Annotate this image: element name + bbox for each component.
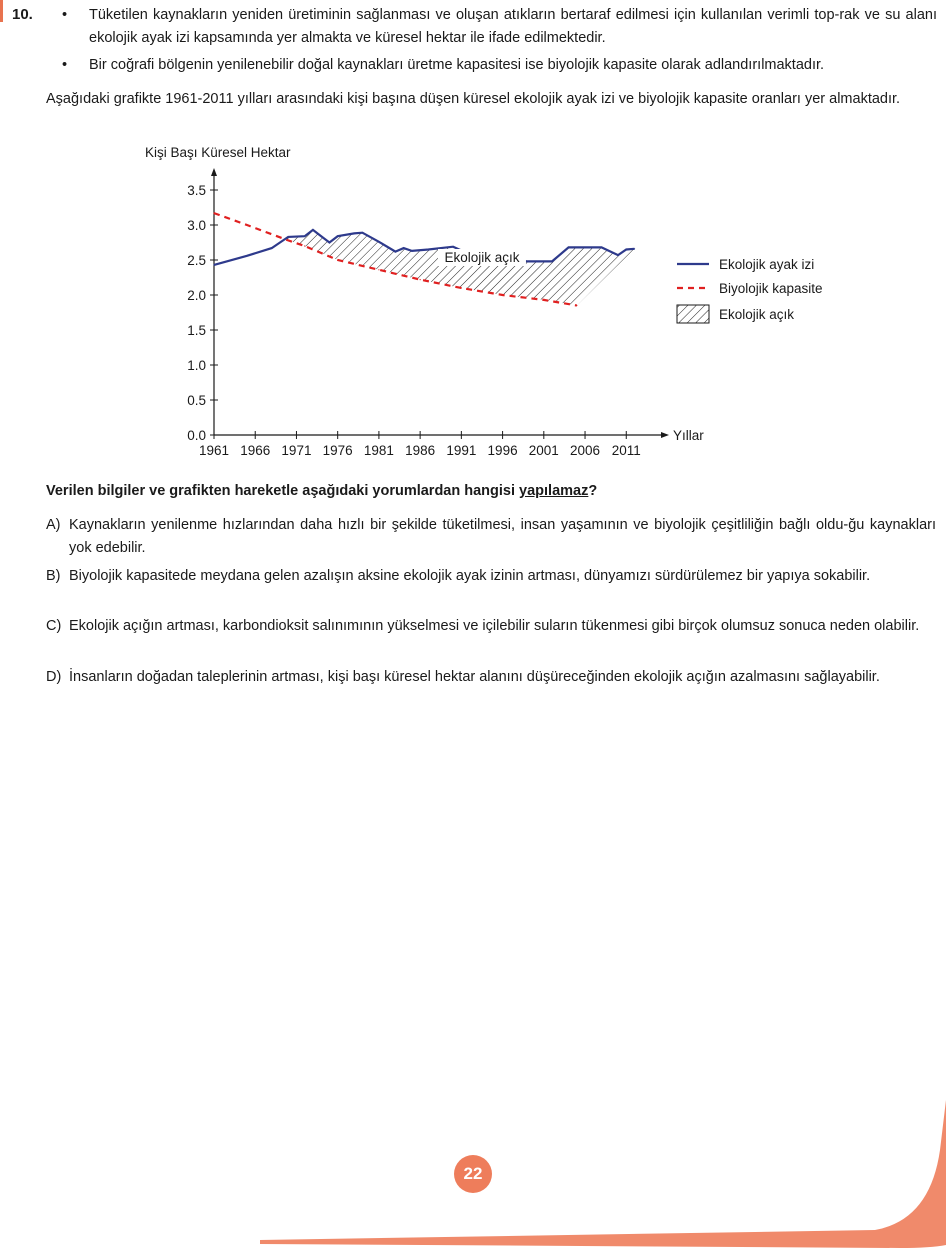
info-bullet [62, 54, 937, 77]
x-tick-label: 2006 [570, 443, 601, 458]
footprint-point [551, 261, 552, 262]
biocapacity-point [576, 305, 577, 306]
footprint-point [634, 248, 635, 249]
footprint-point [411, 250, 412, 251]
option-label: B) [46, 568, 61, 584]
biocapacity-point [213, 213, 214, 214]
biocapacity-point [543, 299, 544, 300]
footprint-point [304, 236, 305, 237]
footprint-point [246, 255, 247, 256]
option-label: C) [46, 618, 62, 634]
footprint-point [568, 247, 569, 248]
bullet-icon: • [62, 57, 68, 73]
y-axis-label: Kişi Başı Küresel Hektar [145, 145, 291, 160]
prompt-text: Verilen bilgiler ve grafikten hareketle aşağıdaki yorumlardan hangisi [46, 483, 520, 499]
biocapacity-point [337, 259, 338, 260]
footprint-point [362, 232, 363, 233]
biocapacity-point [246, 224, 247, 225]
footprint-point [527, 261, 528, 262]
prompt-keyword: yapılamaz [519, 483, 589, 499]
footprint-point [428, 249, 429, 250]
chart-intro: Aşağıdaki grafikte 1961-2011 yılları arasındaki kişi başına düşen küresel ekolojik ayak izi ve biyolojik kapasite oranları yer almaktadır. [46, 91, 901, 107]
bullet-text: Bir coğrafi bölgenin yenilenebilir doğal kaynakları üretme kapasitesi ise biyolojik kapasite olarak adlandırılmaktadır. [89, 57, 825, 73]
footprint-point [321, 236, 322, 237]
question-prompt [46, 480, 936, 502]
option-text: İnsanların doğadan taleplerinin artması, kişi başı küresel hektar alanını düşüreceğinden ekolojik açığın azalmasını sağlayabilir. [69, 669, 880, 685]
biocapacity-point [378, 269, 379, 270]
legend-label: Biyolojik kapasite [719, 281, 823, 296]
y-axis-arrow [211, 168, 217, 176]
x-axis-label: Yıllar [673, 428, 704, 443]
footprint-point [312, 229, 313, 230]
y-tick-label: 3.5 [187, 183, 206, 198]
footprint-point [337, 236, 338, 237]
footprint-point [626, 249, 627, 250]
option-b[interactable] [46, 565, 936, 588]
biocapacity-point [461, 287, 462, 288]
footprint-point [271, 248, 272, 249]
footprint-point [288, 236, 289, 237]
x-tick-label: 1986 [405, 443, 436, 458]
footprint-point [453, 246, 454, 247]
y-tick-label: 1.5 [187, 323, 206, 338]
y-tick-label: 0.0 [187, 428, 206, 443]
option-c[interactable] [46, 615, 936, 638]
x-tick-label: 1991 [446, 443, 477, 458]
x-axis-arrow [661, 432, 669, 438]
footprint-point [213, 264, 214, 265]
option-text: Kaynakların yenilenme hızlarından daha hızlı bir şekilde tüketilmesi, insan yaşamının ve biyolojik çeşitliliğin bağlı oldu-ğu kaynakları yok edebilir. [69, 517, 936, 556]
x-tick-label: 2011 [611, 443, 641, 458]
x-tick-label: 1961 [198, 443, 230, 458]
x-tick-label: 2001 [528, 443, 559, 458]
footprint-point [601, 247, 602, 248]
y-tick-label: 3.0 [187, 218, 206, 233]
footprint-point [617, 255, 618, 256]
y-tick-label: 1.0 [187, 358, 206, 373]
ecological-footprint-chart [140, 140, 860, 470]
footprint-point [329, 242, 330, 243]
footprint-point [354, 233, 355, 234]
bullet-text: Tüketilen kaynakların yeniden üretiminin sağlanması ve oluşan atıkların bertaraf edilmesi için kullanılan verimli top-rak ve su alanı ekolojik ayak izi kapsamında yer almakta ve küresel hektar ile ifade edilmektedir. [89, 7, 937, 46]
option-label: A) [46, 517, 61, 533]
question-number: 10. [12, 6, 33, 23]
question-accent-bar [0, 0, 3, 22]
option-label: D) [46, 669, 62, 685]
y-tick-label: 0.5 [187, 393, 206, 408]
deficit-label: Ekolojik açık [444, 250, 520, 265]
biocapacity-point [502, 294, 503, 295]
deficit-area [284, 230, 634, 306]
biocapacity-point [420, 279, 421, 280]
info-bullet [62, 4, 937, 50]
page-number: 22 [454, 1155, 492, 1193]
option-text: Ekolojik açığın artması, karbondioksit salınımının yükselmesi ve içilebilir suların tükenmesi gibi birçok olumsuz sonuca neden olabilir. [69, 618, 920, 634]
footprint-point [395, 251, 396, 252]
x-tick-label: 1976 [322, 443, 353, 458]
x-tick-label: 1981 [363, 443, 394, 458]
option-d[interactable] [46, 666, 936, 689]
x-tick-label: 1966 [240, 443, 271, 458]
bullet-icon: • [62, 7, 68, 23]
footprint-point [378, 241, 379, 242]
footprint-point [584, 247, 585, 248]
x-tick-label: 1971 [281, 443, 312, 458]
biocapacity-point [288, 240, 289, 241]
option-a[interactable] [46, 514, 936, 560]
x-tick-label: 1996 [487, 443, 518, 458]
y-tick-label: 2.5 [187, 253, 206, 268]
prompt-end: ? [588, 483, 598, 499]
legend-label: Ekolojik ayak izi [719, 257, 815, 272]
legend [677, 257, 823, 323]
y-tick-label: 2.0 [187, 288, 206, 303]
legend-label: Ekolojik açık [719, 307, 795, 322]
biocapacity-point [304, 245, 305, 246]
legend-swatch-deficit [677, 305, 709, 323]
plot-area [187, 168, 704, 458]
footprint-point [403, 248, 404, 249]
option-text: Biyolojik kapasitede meydana gelen azalışın aksine ekolojik ayak izinin artması, dünyamızı sürdürülemez bir yapıya sokabilir. [69, 568, 871, 584]
